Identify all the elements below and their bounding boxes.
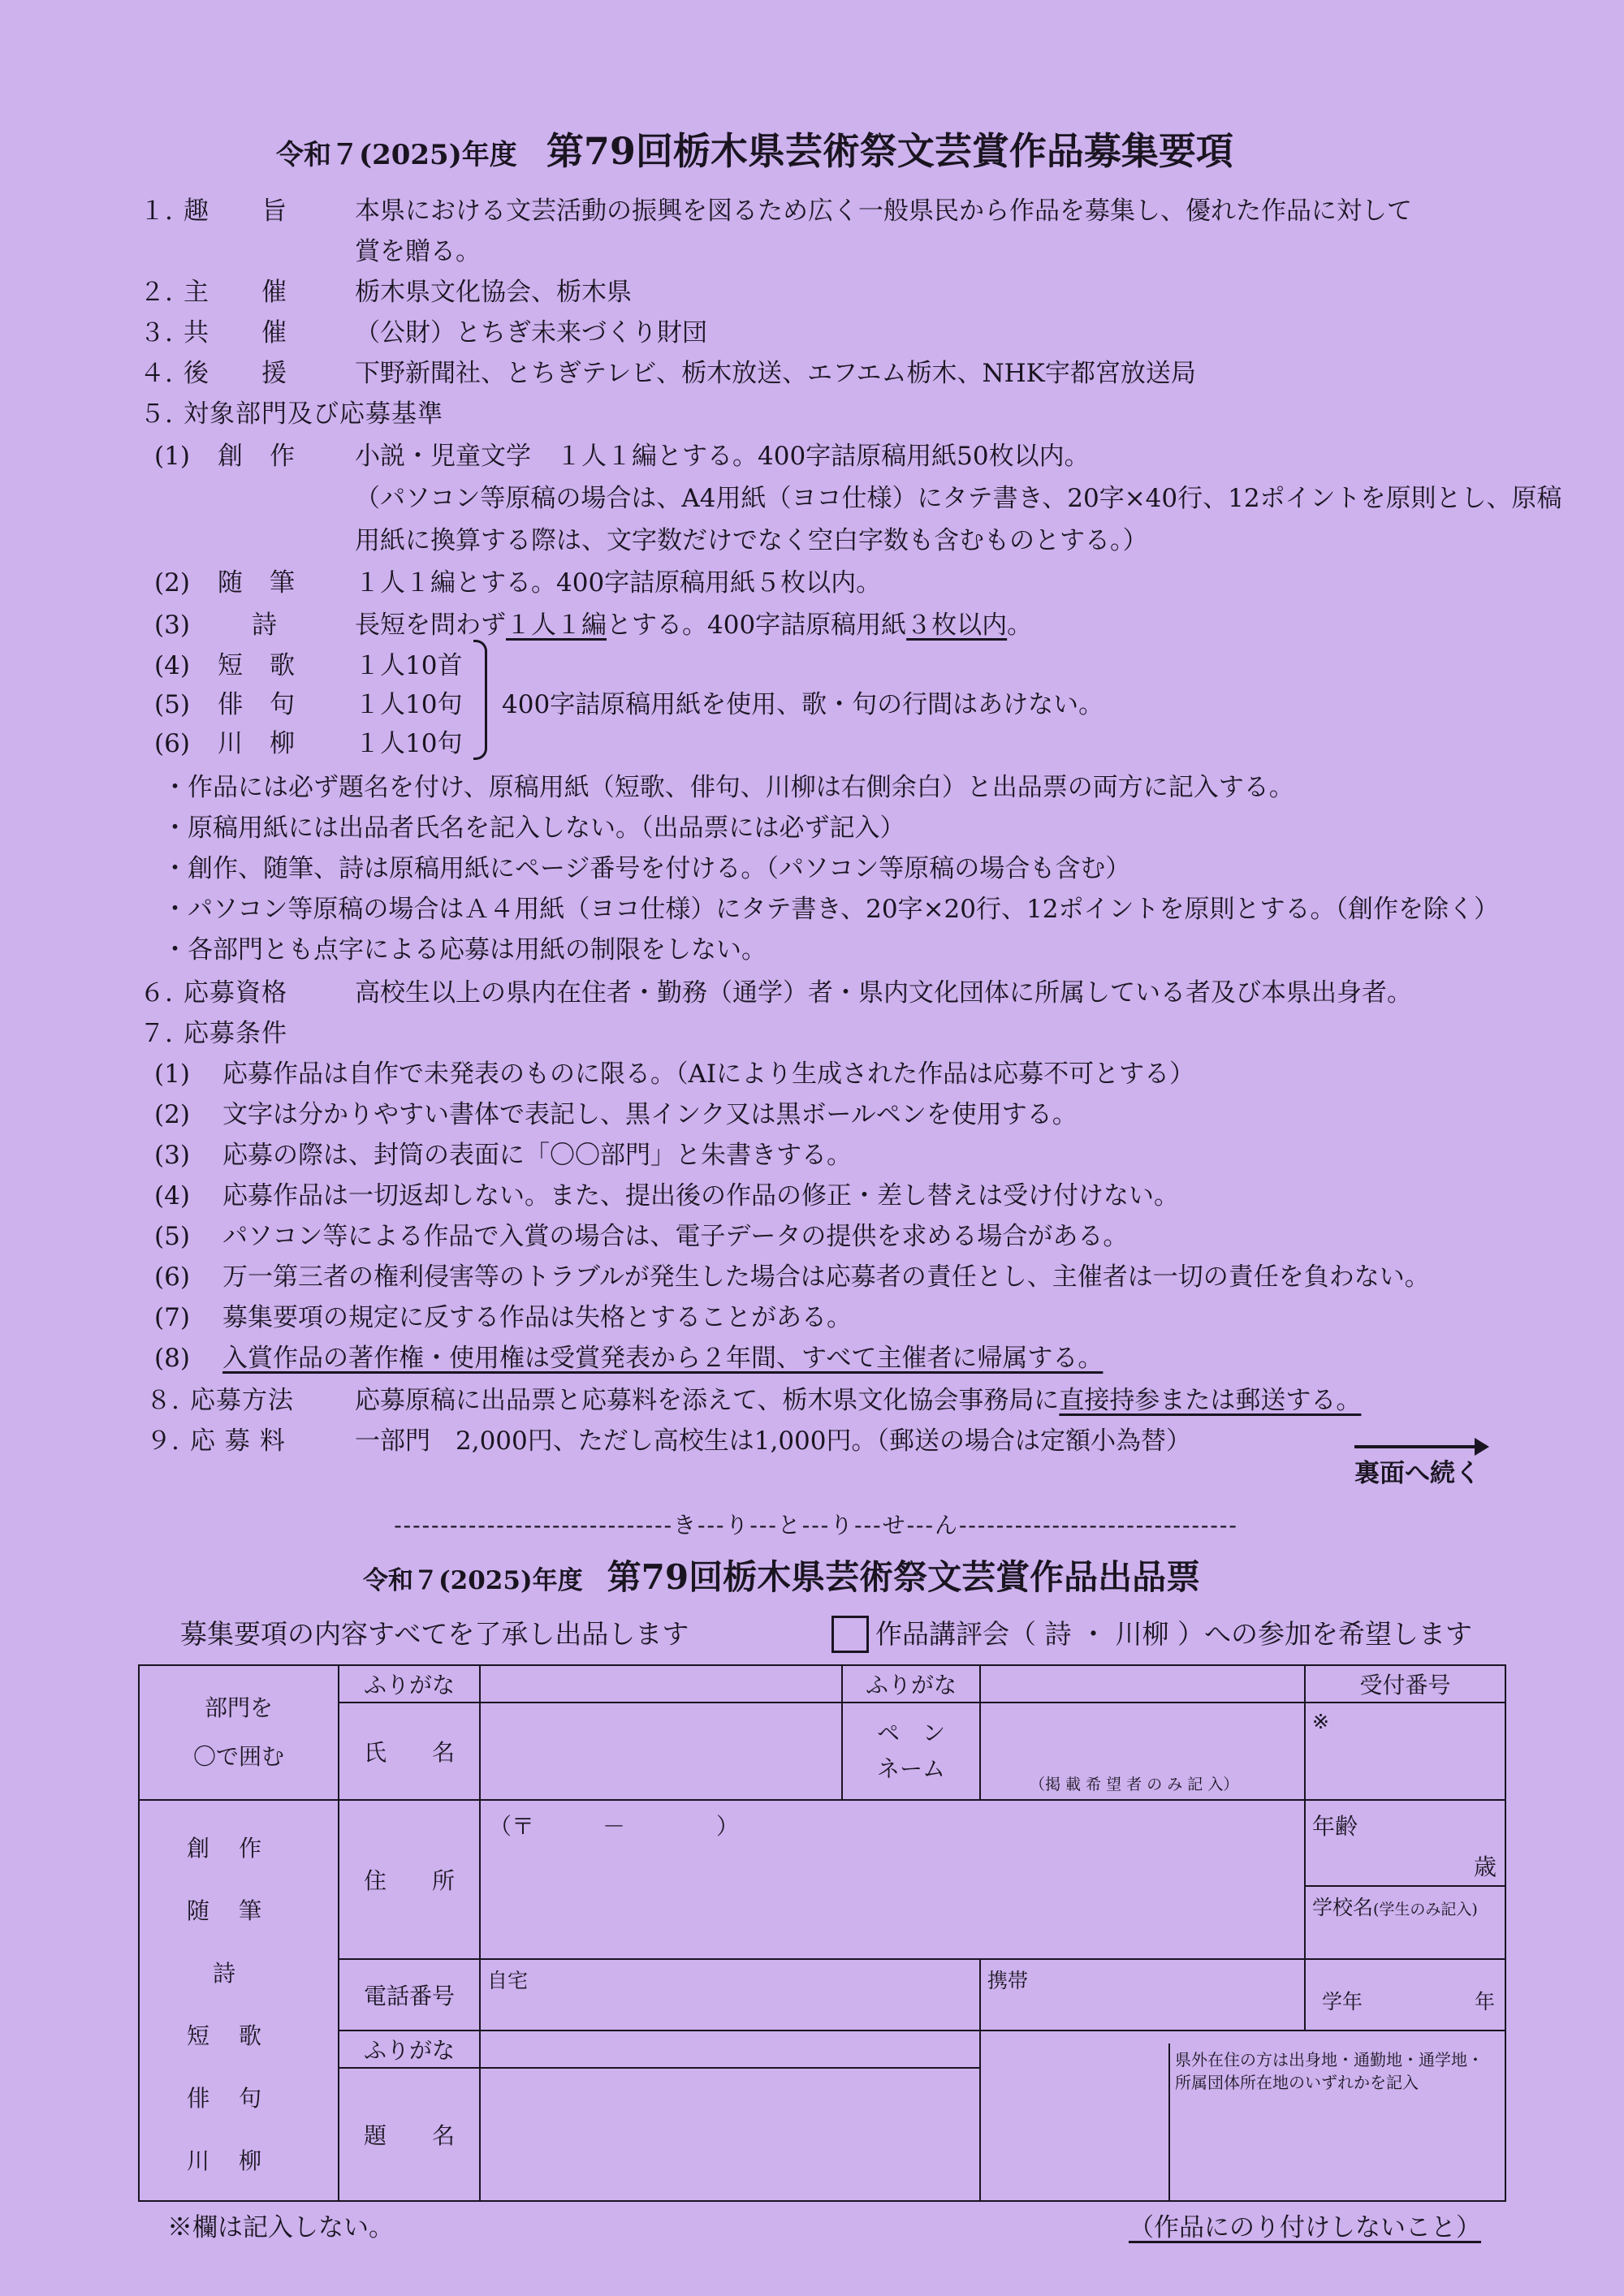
continue-text: 裏面へ続く	[1354, 1459, 1480, 1488]
s8-pre: 応募原稿に出品票と応募料を添えて、栃木県文化協会事務局に	[355, 1386, 1060, 1415]
d1-label: 創 作	[218, 442, 296, 471]
s7-num: ７.	[140, 1019, 173, 1048]
critique-checkbox[interactable]	[831, 1616, 869, 1653]
address-label: 住 所	[339, 1800, 480, 1959]
d6-text: １人10句	[355, 729, 463, 758]
origin-note-1: 県外在住の方は出身地・通勤地・通学地・	[1175, 2050, 1484, 2069]
dept-header-2: 〇で囲む	[192, 1743, 284, 1770]
d1-num: (1)	[154, 442, 190, 471]
d456-note: 400字詰原稿用紙を使用、歌・句の行間はあけない。	[502, 690, 1104, 719]
s8-text	[355, 1384, 1361, 1417]
s3-text: （公財）とちぎ未来づくり財団	[355, 318, 707, 347]
guide-year: 令和７(2025)年度	[276, 139, 517, 171]
d3-pre: 長短を問わず	[355, 611, 506, 640]
dept-zuihitsu[interactable]: 随筆	[186, 1897, 291, 1924]
s8-underline: 直接持参または郵送する。	[1059, 1386, 1362, 1415]
school-note: (学生のみ記入)	[1373, 1901, 1478, 1918]
s9-label: 応 募 料	[190, 1426, 286, 1456]
name-field[interactable]	[480, 1703, 842, 1800]
s3-label: 共 催	[184, 318, 287, 347]
d2-label: 随 筆	[218, 568, 296, 598]
grade-label: 学年	[1322, 1990, 1363, 2013]
s1-num: １.	[140, 196, 173, 226]
d3-num: (3)	[154, 611, 190, 640]
footnote-left: ※欄は記入しない。	[167, 2213, 394, 2242]
c5-text: パソコン等による作品で入賞の場合は、電子データの提供を求める場合がある。	[222, 1222, 1129, 1251]
s1-label: 趣 旨	[184, 196, 287, 226]
d4-text: １人10首	[355, 651, 463, 680]
grade-field[interactable]	[1305, 1959, 1505, 2031]
phone-mobile-field[interactable]	[980, 1959, 1305, 2031]
d4-label: 短 歌	[218, 651, 296, 680]
c7-text: 募集要項の規定に反する作品は失格とすることがある。	[222, 1303, 852, 1332]
phone-home-label: 自宅	[487, 1969, 529, 1992]
s9-text: 一部門 2,000円、ただし高校生は1,000円。（郵送の場合は定額小為替）	[355, 1426, 1191, 1456]
bullet-3: ・創作、随筆、詩は原稿用紙にページ番号を付ける。（パソコン等原稿の場合も含む）	[162, 854, 1131, 883]
s6-num: ６.	[140, 978, 173, 1008]
name-furigana-label: ふりがな	[339, 1665, 480, 1703]
dept-sosaku[interactable]: 創作	[186, 1835, 291, 1862]
d1-text-3: 用紙に換算する際は、文字数だけでなく空白字数も含むものとする。）	[355, 526, 1148, 555]
name-furigana-field[interactable]	[480, 1665, 842, 1703]
brace-icon	[473, 640, 487, 760]
age-unit: 歳	[1473, 1854, 1497, 1880]
c6-text: 万一第三者の権利侵害等のトラブルが発生した場合は応募者の責任とし、主催者は一切の責任を負わない。	[222, 1262, 1430, 1292]
form-title	[363, 1551, 1200, 1599]
reception-field	[1305, 1703, 1505, 1800]
grade-unit: 年	[1474, 1990, 1495, 2013]
c4-text: 応募作品は一切返却しない。また、提出後の作品の修正・差し替えは受け付けない。	[222, 1181, 1179, 1211]
title-furigana-field[interactable]	[480, 2031, 980, 2068]
s5-num: ５.	[140, 399, 173, 429]
pen-name-label-2: ネーム	[876, 1755, 945, 1782]
dept-tanka[interactable]: 短歌	[186, 2022, 291, 2049]
d6-label: 川 柳	[218, 729, 296, 758]
s4-label: 後 援	[184, 359, 287, 388]
s7-label: 応募条件	[184, 1019, 287, 1048]
c1-num: (1)	[154, 1060, 190, 1089]
age-field[interactable]	[1305, 1800, 1505, 1959]
d3-underline-2: ３枚以内	[906, 611, 1008, 640]
d5-text: １人10句	[355, 690, 463, 719]
school-label	[1312, 1892, 1478, 1921]
dept-header-cell	[139, 1665, 339, 1800]
d3-end: 。	[1007, 611, 1033, 640]
c3-text: 応募の際は、封筒の表面に「〇〇部門」と朱書きする。	[222, 1141, 852, 1170]
guide-title	[276, 122, 1233, 175]
d3-underline-1: １人１編	[506, 611, 607, 640]
age-label: 年齢	[1312, 1813, 1358, 1840]
phone-home-field[interactable]	[480, 1959, 980, 2031]
d5-num: (5)	[154, 690, 190, 719]
d1-text-2: （パソコン等原稿の場合は、A4用紙（ヨコ仕様）にタテ書き、20字×40行、12ポイントを原則とし、原稿	[355, 484, 1562, 513]
cut-line: ------------------------------き---り---と---り---せ---ん------------------------------	[394, 1512, 1238, 1539]
s8-num: ８.	[146, 1386, 179, 1415]
school-label-text: 学校名	[1312, 1896, 1374, 1919]
pen-furigana-label: ふりがな	[842, 1665, 980, 1703]
s6-text: 高校生以上の県内在住者・勤務（通学）者・県内文化団体に所属している者及び本県出身者。	[355, 978, 1412, 1008]
c8-text: 入賞作品の著作権・使用権は受賞発表から２年間、すべて主催者に帰属する。	[222, 1344, 1104, 1373]
c8-num: (8)	[154, 1344, 190, 1373]
d4-num: (4)	[154, 651, 190, 680]
d5-label: 俳 句	[218, 690, 296, 719]
s2-text: 栃木県文化協会、栃木県	[355, 278, 632, 307]
c1-text: 応募作品は自作で未発表のものに限る。（AIにより生成された作品は応募不可とする）	[222, 1060, 1195, 1089]
bullet-4: ・パソコン等原稿の場合はＡ４用紙（ヨコ仕様）にタテ書き、20字×20行、12ポイントを原則とする。（創作を除く）	[162, 895, 1499, 924]
title-field[interactable]	[480, 2068, 980, 2201]
bullet-5: ・各部門とも点字による応募は用紙の制限をしない。	[162, 935, 767, 965]
pen-furigana-field[interactable]	[980, 1665, 1305, 1703]
dept-header-1: 部門を	[204, 1694, 273, 1721]
dept-shi[interactable]: 詩	[212, 1960, 265, 1987]
s2-num: ２.	[140, 278, 173, 307]
s9-num: ９.	[146, 1426, 179, 1456]
s4-num: ４.	[140, 359, 173, 388]
d2-text: １人１編とする。400字詰原稿用紙５枚以内。	[355, 568, 882, 598]
s5-label: 対象部門及び応募基準	[184, 399, 443, 429]
s4-text: 下野新聞社、とちぎテレビ、栃木放送、エフエム栃木、NHK宇都宮放送局	[355, 359, 1196, 388]
reception-label: 受付番号	[1305, 1665, 1505, 1703]
pen-name-label-cell	[842, 1703, 980, 1800]
pen-name-note: （掲 載 希 望 者 の み 記 入）	[1030, 1776, 1239, 1793]
form-title-text: 第79回栃木県芸術祭文芸賞作品出品票	[607, 1557, 1201, 1597]
d3-text	[355, 609, 1032, 641]
dept-list-cell	[139, 1800, 339, 2201]
bullet-1: ・作品には必ず題名を付け、原稿用紙（短歌、俳句、川柳は右側余白）と出品票の両方に記入する。	[162, 773, 1294, 802]
s2-label: 主 催	[184, 278, 287, 307]
d3-mid: とする。400字詰原稿用紙	[607, 611, 907, 640]
guide-title-text: 第79回栃木県芸術祭文芸賞作品募集要項	[546, 129, 1233, 173]
agree-text: 募集要項の内容すべてを了承し出品します	[180, 1618, 689, 1650]
s1-text-2: 賞を贈る。	[355, 237, 481, 266]
origin-note-block	[1168, 2044, 1506, 2200]
title-label: 題 名	[339, 2068, 480, 2201]
name-label: 氏 名	[339, 1703, 480, 1800]
d6-num: (6)	[154, 729, 190, 758]
s3-num: ３.	[140, 318, 173, 347]
c4-num: (4)	[154, 1181, 190, 1211]
d3-label: 詩	[252, 611, 278, 640]
pen-name-label-1: ペ ン	[876, 1720, 945, 1746]
phone-label: 電話番号	[339, 1959, 480, 2031]
d1-text-1: 小説・児童文学 １人１編とする。400字詰原稿用紙50枚以内。	[355, 442, 1090, 471]
dept-haiku[interactable]: 俳句	[186, 2085, 291, 2112]
c2-num: (2)	[154, 1100, 190, 1129]
arrow-right-icon	[1354, 1445, 1486, 1448]
phone-mobile-label: 携帯	[987, 1969, 1029, 1992]
bullet-2: ・原稿用紙には出品者氏名を記入しない。（出品票には必ず記入）	[162, 814, 905, 843]
s8-label: 応募方法	[190, 1386, 294, 1415]
c6-num: (6)	[154, 1262, 190, 1292]
dept-senryu[interactable]: 川柳	[186, 2147, 291, 2174]
s6-label: 応募資格	[184, 978, 287, 1008]
title-furigana-label: ふりがな	[339, 2031, 480, 2068]
critique-text: 作品講評会（ 詩 ・ 川柳 ）への参加を希望します	[875, 1618, 1472, 1650]
s1-text-1: 本県における文芸活動の振興を図るため広く一般県民から作品を募集し、優れた作品に対して	[355, 196, 1412, 226]
c5-num: (5)	[154, 1222, 190, 1251]
d2-num: (2)	[154, 568, 190, 598]
address-field[interactable]	[480, 1800, 1305, 1959]
c2-text: 文字は分かりやすい書体で表記し、黒インク又は黒ボールペンを使用する。	[222, 1100, 1078, 1129]
c3-num: (3)	[154, 1141, 190, 1170]
footnote-right: （作品にのり付けしないこと）	[1129, 2213, 1481, 2242]
c7-num: (7)	[154, 1303, 190, 1332]
pen-name-field[interactable]	[980, 1703, 1305, 1800]
postal-code-field: （〒 － ）	[489, 1813, 740, 1840]
form-year: 令和７(2025)年度	[363, 1566, 583, 1595]
reception-mark: ※	[1312, 1710, 1329, 1733]
origin-note-2: 所属団体所在地のいずれかを記入	[1175, 2073, 1419, 2092]
